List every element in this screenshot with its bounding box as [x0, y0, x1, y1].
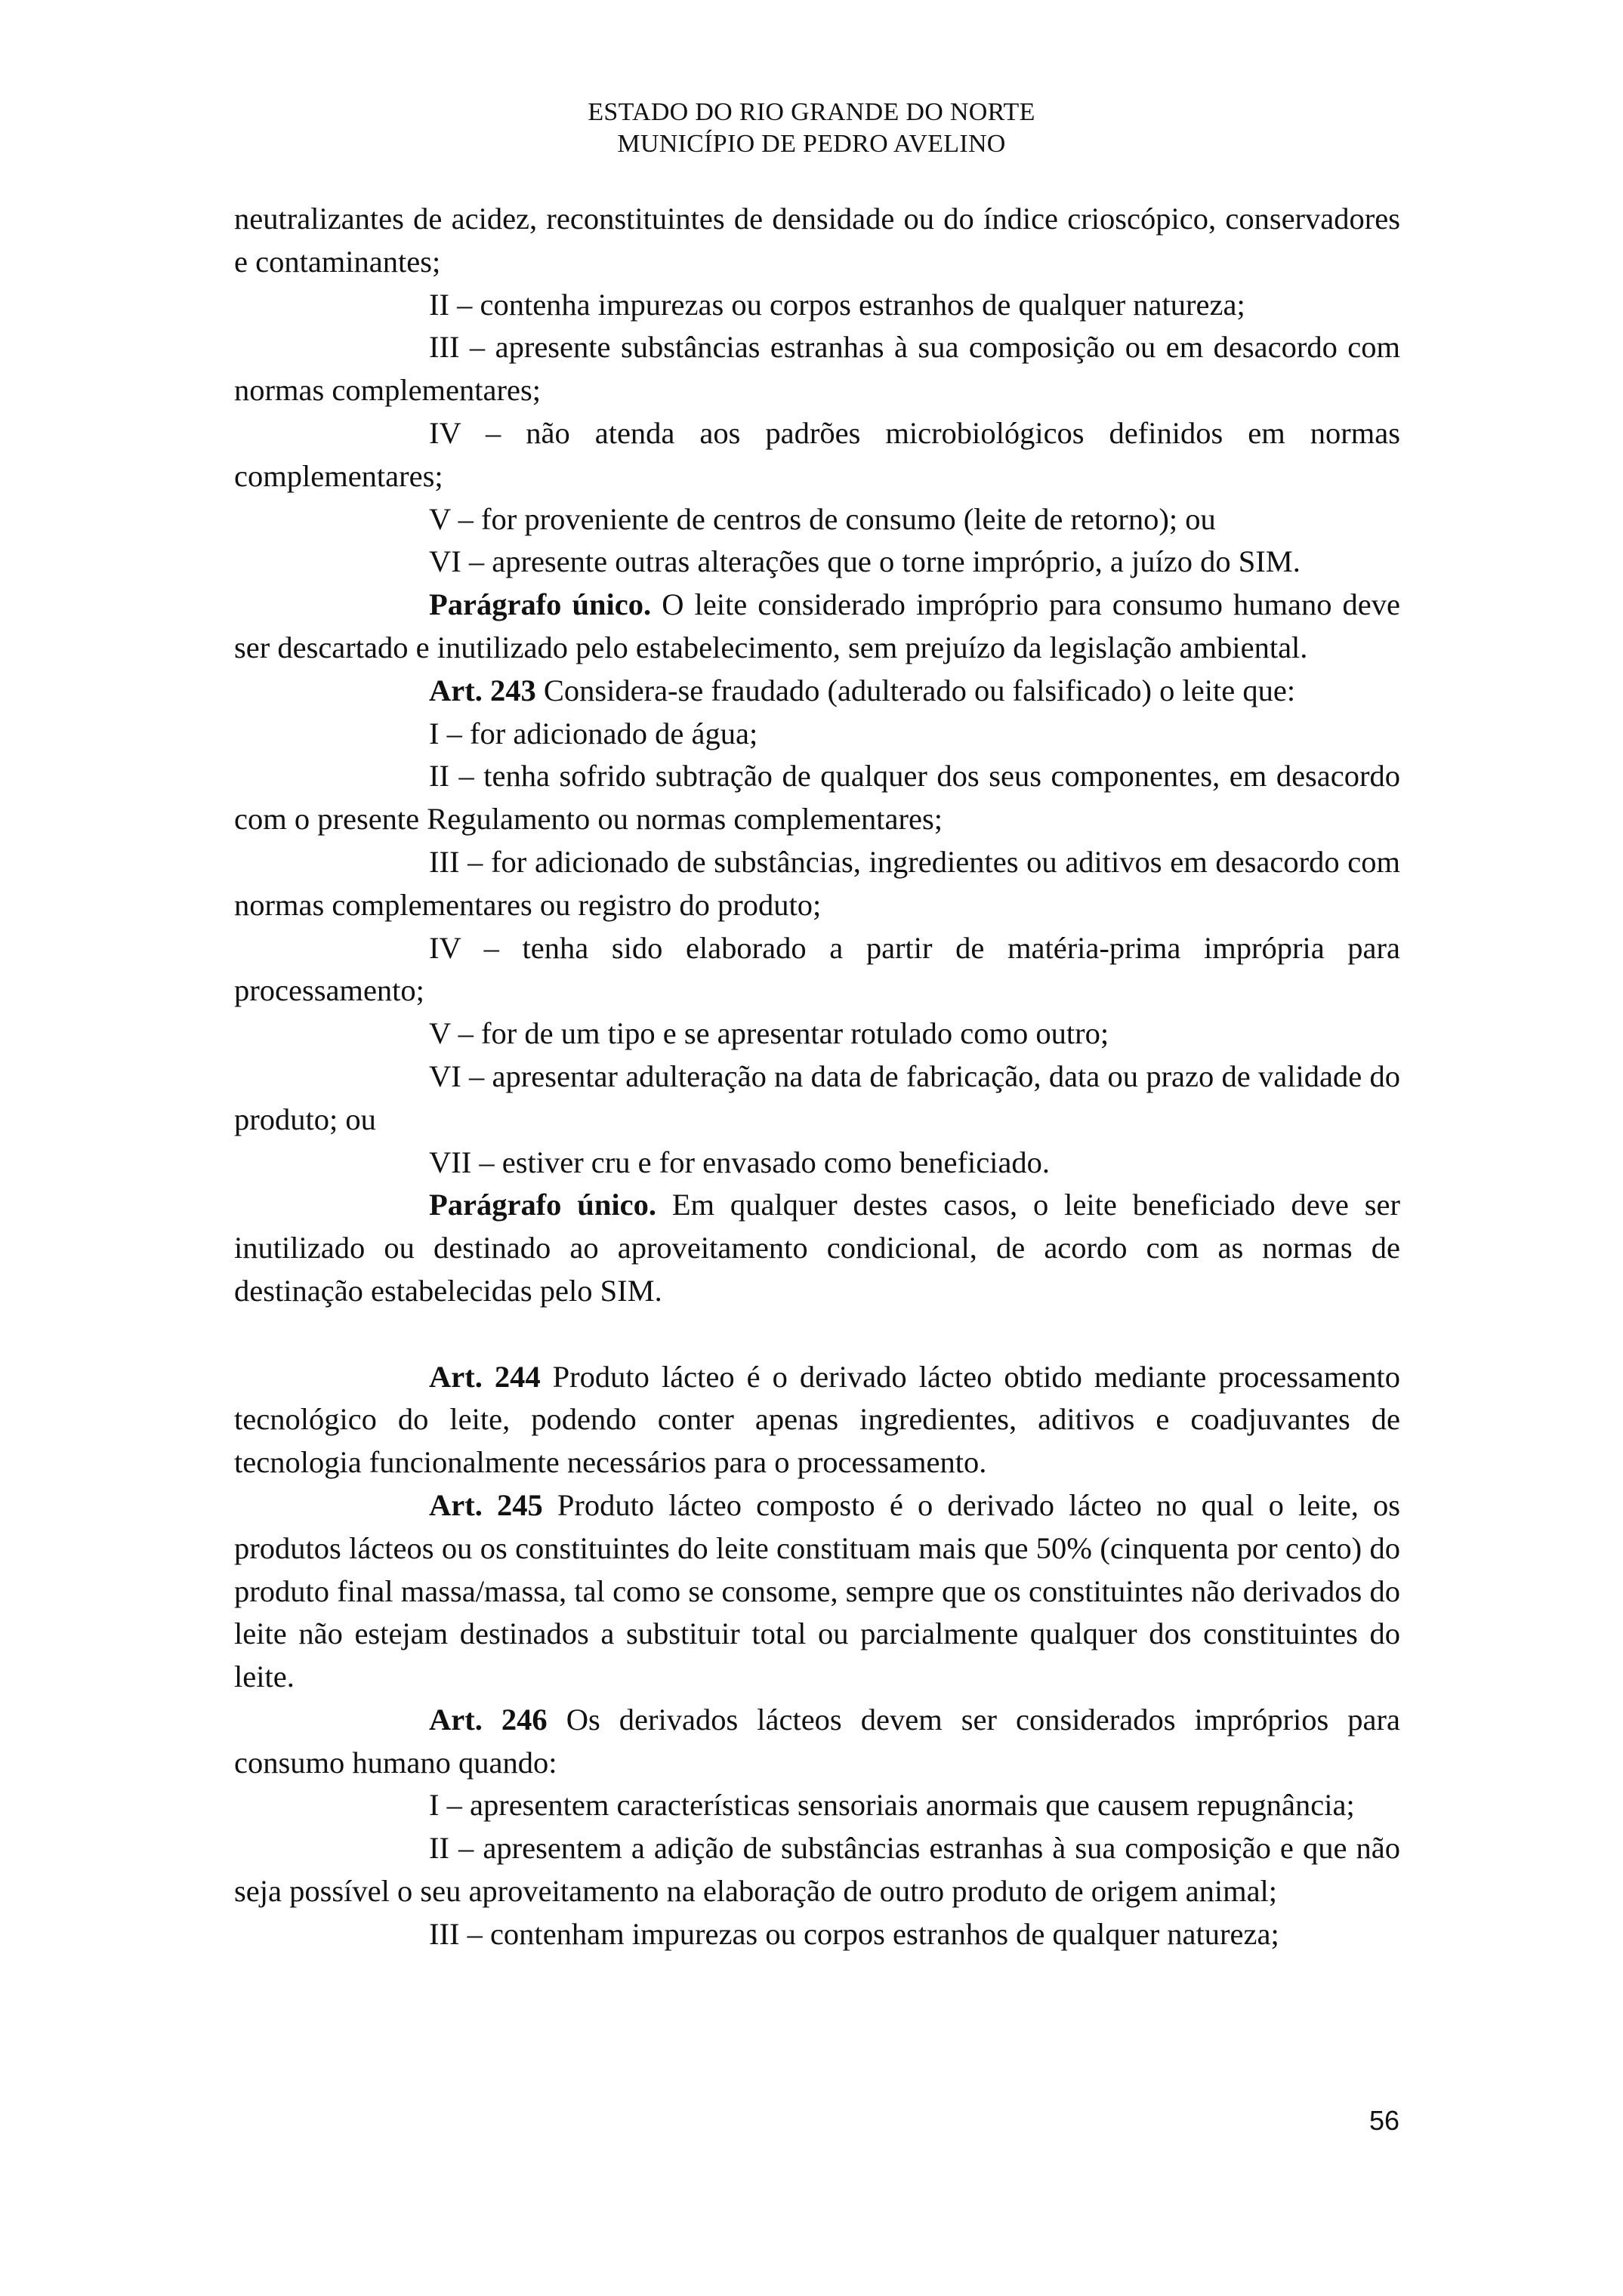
header-municipality: MUNICÍPIO DE PEDRO AVELINO — [617, 130, 1006, 158]
item-iv: IV – tenha sido elaborado a partir de matéria-prima imprópria para processamento; — [234, 930, 1400, 1008]
article-label: Art. 246 — [429, 1702, 548, 1737]
item-vii: VII – estiver cru e for envasado como beneficiado. — [429, 1145, 1051, 1179]
item-iii: III – for adicionado de substâncias, ingredientes ou aditivos em desacordo com normas complementares ou registro do produto; — [234, 844, 1400, 922]
sole-paragraph-label: Parágrafo único. — [429, 1188, 656, 1222]
item-vi: VI – apresente outras alterações que o torne impróprio, a juízo do SIM. — [429, 544, 1301, 579]
paragraph-continuation: neutralizantes de acidez, reconstituintes de densidade ou do índice crioscópico, conservadores e contaminantes; — [234, 202, 1400, 279]
article-label: Art. 245 — [429, 1487, 543, 1522]
page-header — [0, 97, 1623, 160]
article-label: Art. 244 — [429, 1359, 541, 1394]
item-i: I – apresentem características sensoriais anormais que causem repugnância; — [429, 1788, 1355, 1823]
item-v: V – for proveniente de centros de consumo (leite de retorno); ou — [429, 501, 1216, 536]
sole-paragraph: Parágrafo único. Em qualquer destes casos, o leite beneficiado deve ser inutilizado ou destinado ao aproveitamento condicional, de acordo com as normas de destinação estabelecidas pelo SIM. — [234, 1188, 1400, 1308]
item-ii: II – apresentem a adição de substâncias estranhas à sua composição e que não seja possível o seu aproveitamento na elaboração de outro produto de origem animal; — [234, 1831, 1400, 1909]
article-label: Art. 243 — [429, 673, 536, 707]
item-i: I – for adicionado de água; — [429, 716, 758, 750]
page-number: 56 — [1368, 2105, 1399, 2136]
item-ii: II – tenha sofrido subtração de qualquer dos seus componentes, em desacordo com o presente Regulamento ou normas complementares; — [234, 759, 1400, 837]
sole-paragraph-label: Parágrafo único. — [429, 587, 652, 622]
item-v: V – for de um tipo e se apresentar rotulado como outro; — [429, 1016, 1109, 1051]
item-iii: III – contenham impurezas ou corpos estranhos de qualquer natureza; — [429, 1916, 1279, 1951]
article-246: Art. 246 Os derivados lácteos devem ser considerados impróprios para consumo humano quando: — [234, 1702, 1400, 1780]
document-body — [234, 198, 1400, 1956]
article-244: Art. 244 Produto lácteo é o derivado lácteo obtido mediante processamento tecnológico do leite, podendo conter apenas ingredientes, aditivos e coadjuvantes de tecnologia funcionalmente necessários para o processamento. — [234, 1359, 1400, 1480]
item-iv: IV – não atenda aos padrões microbiológicos definidos em normas complementares; — [234, 415, 1400, 493]
article-245: Art. 245 Produto lácteo composto é o derivado lácteo no qual o leite, os produtos lácteos ou os constituintes do leite constituam mais que 50% (cinquenta por cento) do produto final massa/massa, tal como se consome, sempre que os constituintes não derivados do leite não estejam destinados a substituir total ou parcialmente qualquer dos constituintes do leite. — [234, 1487, 1400, 1694]
article-243: Art. 243 Considera-se fraudado (adulterado ou falsificado) o leite que: — [429, 673, 1296, 707]
header-state: ESTADO DO RIO GRANDE DO NORTE — [588, 98, 1035, 126]
item-ii: II – contenha impurezas ou corpos estranhos de qualquer natureza; — [429, 287, 1245, 322]
sole-paragraph: Parágrafo único. O leite considerado impróprio para consumo humano deve ser descartado e inutilizado pelo estabelecimento, sem prejuízo da legislação ambiental. — [234, 587, 1400, 664]
item-iii: III – apresente substâncias estranhas à sua composição ou em desacordo com normas complementares; — [234, 330, 1400, 408]
item-vi: VI – apresentar adulteração na data de fabricação, data ou prazo de validade do produto; ou — [234, 1059, 1400, 1136]
